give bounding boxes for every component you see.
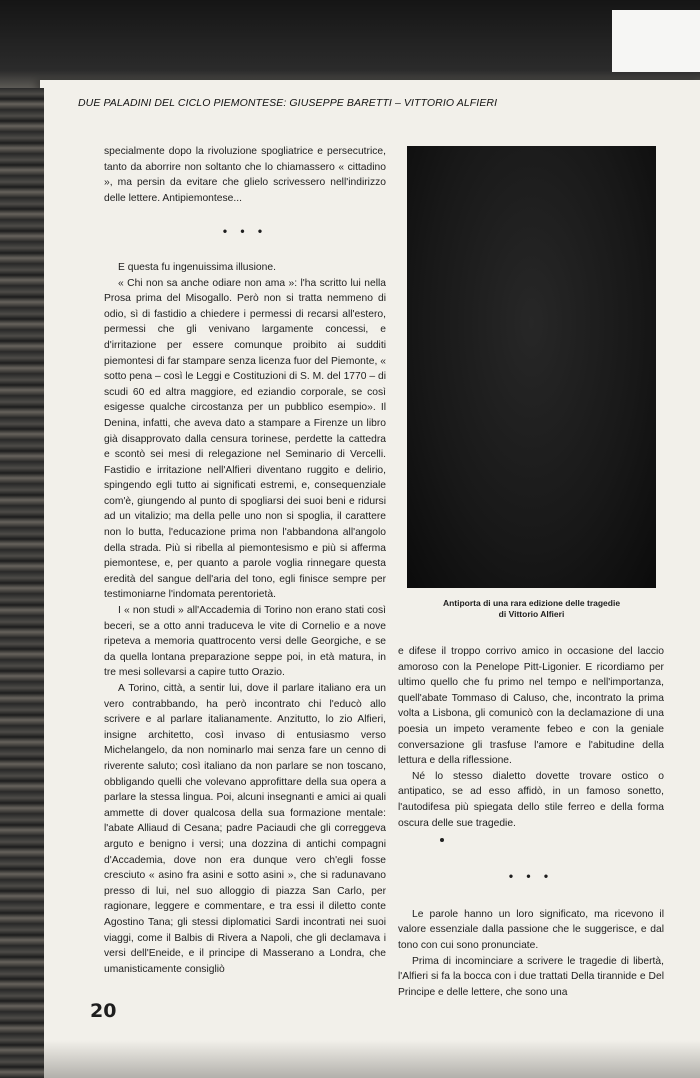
running-head: DUE PALADINI DEL CICLO PIEMONTESE: GIUSEPPE BARETTI – VITTORIO ALFIERI xyxy=(78,97,498,109)
paragraph: Né lo stesso dialetto dovette trovare ostico o antipatico, se ad esso affidò, in un famoso sonetto, l'autodifesa più spiegata dello stile ferreo e della forma oscura delle sue tragedie. xyxy=(398,770,664,829)
scan-top-edge xyxy=(0,0,700,88)
left-column xyxy=(104,144,386,977)
section-separator: • • • xyxy=(508,869,554,884)
page-number: 20 xyxy=(90,1000,117,1022)
caption-line: di Vittorio Alfieri xyxy=(498,609,565,619)
frontispiece-image xyxy=(407,146,656,588)
paragraph: « Chi non sa anche odiare non ama »: l'ha scritto lui nella Prosa prima del Misogallo. Però non si tratta nemmeno di odio, sì di fastidio a chiedere i permessi di recarsi all'estero, permessi che gli venivano largamente concessi, e d'irritazione per essere comunque proibito ai sudditi piemontesi di far stampare senza licenza fuor del Piemonte, « sotto pena – così le Leggi e Costituzioni di S. M. del 1770 – di scudi 60 ed altra maggiore, ed eziandio corporale, se così esigesse qualche circostanza per un pubblico esempio». Il Denina, infatti, che aveva dato a stampare a Firenze un libro già disapprovato dalla censura torinese, perdette la cattedra e scontò sei mesi di relegazione nel Seminario di Vercelli. Fastidio e irritazione nell'Alfieri diventano ruggito e delirio, spingendo egli tutto ai significati estremi, e, consequenziale com'è, giungendo al punto di spogliarsi dei suoi beni e ridursi ad un vitalizio; ma della pelle uno non si spoglia, il carattere non lo butta, l'educazione prima non l'abbandona all'angolo della strada. Più si ribella al piemontesismo e più si afferma piemontese, e, per quanto a parole voglia rinnegare questa eredità del sangue dell'aria del tono, egli finisce sempre per testimoniarne l'indomata perentorietà. xyxy=(104,277,386,601)
ink-dot xyxy=(440,838,444,842)
scan-bottom-shade xyxy=(44,1040,700,1078)
paragraph: I « non studi » all'Accademia di Torino non erano stati così beceri, se a otto anni traduceva le vite di Cornelio e a nove ripeteva a memoria quattrocento versi delle Georgiche, e se da quella lontana preparazione seppe poi, in età matura, in tre mesi sollevarsi a capire tutto Orazio. xyxy=(104,605,386,679)
paragraph: Prima di incominciare a scrivere le tragedie di libertà, l'Alfieri si fa la bocca con i due trattati Della tirannide e Del Principe e delle lettere, che sono una xyxy=(398,955,664,998)
book-spine-edge xyxy=(0,88,44,1078)
paragraph: Le parole hanno un loro significato, ma ricevono il valore essenziale dalla passione che le suggerisce, e dal tono con cui sono pronunciate. xyxy=(398,908,664,951)
paragraph: A Torino, città, a sentir lui, dove il parlare italiano era un vero contrabbando, ha però incontrato chi l'educò allo scrivere e al parlare italianamente. Anzitutto, lo zio Alfieri, insigne architetto, così invaso di entusiasmo verso Michelangelo, da non nominarlo mai senza fare un cenno di riverente saluto; così italiano da non parlare se non toscano, obbligando quelli che volevano approfittare della sua opera a parlare la stessa lingua. Poi, alcuni insegnanti e amici ai quali ammette di dover qualcosa della sua formazione mentale: l'abate Alliaud di Cesana; padre Paciaudi che gli correggeva arguto e benigno i versi; una dozzina di antichi compagni d'Accademia, dove non era dunque vero ch'egli fosse cresciuto « asino fra asini e sotto asini », che si radunavano presso di lui, nel suo alloggio di piazza San Carlo, per ragionare, leggere e commentare, e tra essi il diletto conte Agostino Tana; gli stessi diplomatici Sardi incontrati nei suoi viaggi, come il Balbis di Rivera a Napoli, che gli declamava i versi dell'Eneide, e il principe di Masserano a Londra, che umanisticamente consigliò xyxy=(104,683,386,975)
paragraph: e difese il troppo corrivo amico in occasione del laccio amoroso con la Penelope Pitt-Ligonier. E ricordiamo per ultimo quello che fu primo nel tempo e nell'importanza, quell'abate Tommaso di Caluso, che, incontrato la prima volta a Lisbona, gli comunicò con la declamazione di una poesia un impeto veramente febeo e con la geniale conversazione gli trasfuse l'amore e l'abitudine della lettura e della riflessione. xyxy=(398,646,664,767)
section-separator: • • • xyxy=(222,224,268,239)
opening-paragraph: specialmente dopo la rivoluzione spogliatrice e persecutrice, tanto da aborrire non soltanto che lo chiamassero « cittadino », ma persin da evitare che glielo scrivessero nell'indirizzo delle lettere. Antipiemontese... xyxy=(104,146,386,204)
caption-line: Antiporta di una rara edizione delle tragedie xyxy=(442,598,621,608)
right-column xyxy=(398,644,664,1000)
figure-caption xyxy=(405,598,658,620)
paragraph: E questa fu ingenuissima illusione. xyxy=(118,261,276,273)
scan-corner-light xyxy=(612,10,700,72)
